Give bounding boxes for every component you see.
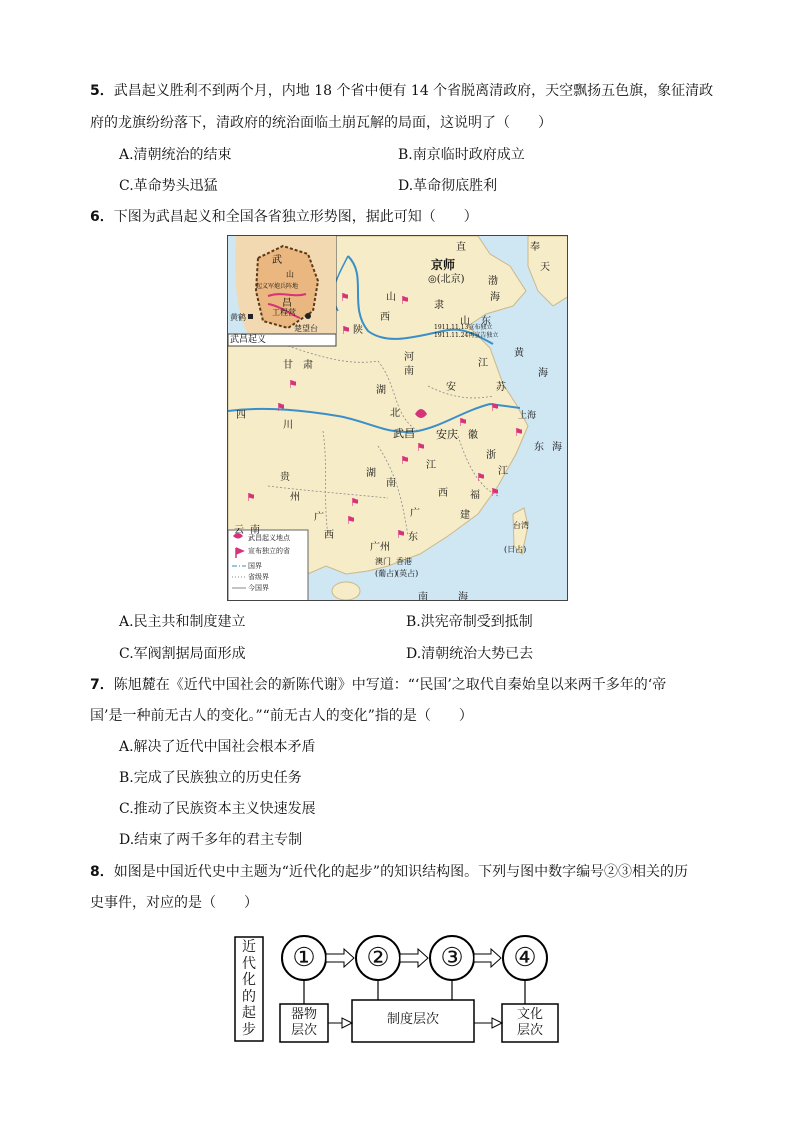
- city-wuchang: 武昌: [393, 427, 415, 440]
- prov-guangxi-guang: 广: [314, 512, 324, 523]
- prov-guangxi-xi: 西: [324, 530, 334, 541]
- inset-label-chang: 昌: [282, 298, 292, 309]
- prov-tian: 天: [540, 262, 550, 273]
- flag-icon: ⚑: [350, 496, 360, 509]
- q8-line1: 8．如图是中国近代史中主题为“近代化的起步”的知识结构图。下列与图中数字编号②③相关的历: [90, 864, 689, 880]
- flag-icon: ⚑: [246, 491, 256, 504]
- wuchang-uprising-map: [227, 235, 568, 601]
- q5-option-d[interactable]: D.革命彻底胜利: [398, 178, 498, 194]
- flag-icon: ⚑: [400, 294, 410, 307]
- q7-line1: 7．陈旭麓在《近代中国社会的新陈代谢》中写道：“‘民国’之取代自秦始皇以来两千多年的‘帝: [90, 677, 667, 693]
- flag-icon: ⚑: [400, 454, 410, 467]
- city-shanghai: 上海: [518, 411, 537, 421]
- prov-jian: 建: [460, 510, 470, 521]
- label-taiwan: 台湾: [513, 521, 529, 530]
- q7-number: 7．: [90, 677, 114, 693]
- inset-label-huanghe: 黄鹤: [230, 313, 246, 322]
- legend-independent-province: 宣布独立的省: [248, 547, 290, 555]
- flag-icon: ⚑: [341, 324, 351, 337]
- diagram-title: 近 代 化 的 起 步: [242, 939, 256, 1038]
- inset-label-engineering-camp: 工程营: [272, 308, 296, 317]
- q6-option-c[interactable]: C.军阀割据局面形成: [119, 646, 246, 662]
- q5-option-c[interactable]: C.革命势头迅猛: [119, 178, 218, 194]
- prov-yunnan-nan: 南: [250, 525, 260, 536]
- prov-fu: 福: [470, 490, 480, 501]
- q7-option-c[interactable]: C.推动了民族资本主义快速发展: [119, 801, 316, 817]
- q7-option-d[interactable]: D.结束了两千多年的君主专制: [119, 832, 303, 848]
- city-beijing: ◎(北京): [428, 274, 465, 285]
- prov-bei: 北: [390, 408, 400, 419]
- arrow-3-4: [474, 949, 501, 967]
- prov-hunan-nan: 南: [386, 478, 396, 489]
- legend-national-border: 国界: [248, 562, 262, 570]
- q7-line2: 国’是一种前无古人的变化。”“前无古人的变化”指的是（ ）: [90, 708, 473, 724]
- q8-number: 8．: [90, 864, 114, 880]
- flag-icon: ⚑: [396, 528, 406, 541]
- arrow-zhidu-wenhua: [474, 1018, 502, 1028]
- flag-icon: ⚑: [416, 441, 426, 454]
- inset-label-wu: 武: [272, 255, 282, 266]
- flag-icon: ⚑: [476, 471, 486, 484]
- prov-li: 隶: [434, 300, 444, 311]
- flag-icon: ⚑: [340, 291, 350, 304]
- sea-bo: 渤: [488, 276, 498, 287]
- prov-shandong-shan: 山: [460, 316, 470, 327]
- sea-huang-hai: 海: [538, 368, 548, 379]
- prov-shan: 山: [386, 292, 396, 303]
- prov-jiangsu-jiang: 江: [478, 358, 488, 369]
- sea-dong-hai: 海: [552, 442, 562, 453]
- city-macau: 澳门: [375, 557, 391, 566]
- prov-jiangxi-xi: 西: [438, 488, 448, 499]
- q6-number: 6．: [90, 209, 114, 225]
- prov-zhi: 直: [456, 242, 466, 253]
- q5-option-a[interactable]: A.清朝统治的结束: [119, 147, 232, 163]
- q5-line2: 府的龙旗纷纷落下，清政府的统治面临土崩瓦解的局面，这说明了（ ）: [90, 115, 552, 131]
- arrow-2-3: [400, 949, 428, 967]
- prov-he: 河: [404, 352, 414, 363]
- q6-option-b[interactable]: B.洪宪帝制受到抵制: [406, 614, 533, 630]
- prov-yun: 云: [234, 525, 244, 536]
- inset-label-chuwangtai: 楚望台: [294, 324, 318, 333]
- q6-line1: 6．下图为武昌起义和全国各省独立形势图，据此可知（ ）: [90, 209, 478, 225]
- prov-shaan: 陕: [353, 325, 363, 336]
- hainan-island: [332, 582, 360, 600]
- prov-chuan: 川: [283, 420, 293, 431]
- inset-label-shan: 山: [286, 270, 294, 279]
- prov-xi: 西: [380, 312, 390, 323]
- prov-jiangxi-jiang: 江: [426, 460, 436, 471]
- arrow-1-2: [326, 949, 354, 967]
- flag-icon: ⚑: [514, 426, 524, 439]
- q7-option-b[interactable]: B.完成了民族独立的历史任务: [119, 770, 302, 786]
- prov-zhou: 州: [290, 492, 300, 503]
- annotation-shandong-1: 1911.11.13宣布独立: [434, 324, 493, 331]
- prov-zhe: 浙: [486, 450, 496, 461]
- prov-jiangsu-su: 苏: [496, 382, 506, 393]
- prov-guangdong-dong: 东: [408, 532, 418, 543]
- sea-nan: 南: [418, 592, 428, 601]
- circle-2-label: ②: [366, 943, 390, 973]
- box-qiwu-label: 器物 层次: [290, 1007, 317, 1038]
- city-macau-occupied: (葡占): [375, 569, 398, 578]
- prov-zhejiang-jiang: 江: [498, 466, 508, 477]
- sea-dong: 东: [534, 442, 544, 453]
- prov-shandong-dong: 东: [481, 316, 491, 327]
- prov-guangdong-guang: 广: [410, 508, 420, 519]
- arrow-qiwu-zhidu: [328, 1018, 352, 1028]
- city-guangzhou: 广州: [370, 542, 390, 553]
- inset-caption: 武昌起义: [230, 335, 267, 345]
- prov-feng: 奉: [530, 242, 540, 253]
- prov-hu: 湖: [376, 385, 386, 396]
- city-anqing: 安庆: [436, 428, 458, 441]
- sea-huang: 黄: [514, 348, 524, 359]
- prov-hunan-hu: 湖: [366, 468, 376, 479]
- prov-nan: 南: [404, 366, 414, 377]
- flag-icon: ⚑: [490, 401, 500, 414]
- city-hongkong: 香港: [396, 557, 412, 566]
- prov-an: 安: [446, 382, 456, 393]
- circle-3-label: ③: [440, 943, 464, 973]
- sea-nan-hai: 海: [458, 592, 468, 601]
- prov-gui: 贵: [280, 472, 290, 483]
- q7-option-a[interactable]: A.解决了近代中国社会根本矛盾: [119, 739, 316, 755]
- city-jingshi: 京师: [431, 258, 456, 272]
- flag-icon: ⚑: [458, 416, 468, 429]
- q6-option-a[interactable]: A.民主共和制度建立: [119, 614, 246, 630]
- box-wenhua-label: 文化 层次: [516, 1007, 543, 1038]
- sea-bo-hai: 海: [490, 292, 500, 303]
- box-zhidu-label: 制度层次: [386, 1012, 439, 1027]
- legend-uprising-site: 武昌起义地点: [248, 534, 290, 542]
- flag-icon: ⚑: [276, 401, 286, 414]
- q6-option-d[interactable]: D.清朝统治大势已去: [406, 646, 534, 662]
- prov-su: 肃: [303, 360, 313, 371]
- legend-province-border: 省级界: [248, 573, 269, 581]
- legend-modern-border: 今国界: [248, 584, 269, 592]
- q5-line1: 5．武昌起义胜利不到两个月，内地 18 个省中便有 14 个省脱离清政府，天空飘扬五色旗，象征清政: [90, 83, 714, 99]
- annotation-shandong-2: 1911.11.24再宣告独立: [434, 332, 499, 339]
- modernization-structure-diagram: [234, 932, 564, 1044]
- q5-option-b[interactable]: B.南京临时政府成立: [398, 147, 525, 163]
- label-taiwan-occupied: (日占): [504, 545, 527, 554]
- inset-label-artillery: 起义军炮兵阵地: [256, 283, 299, 290]
- q8-line2: 史事件，对应的是（ ）: [90, 895, 258, 911]
- city-hongkong-occupied: (英占): [396, 569, 419, 578]
- prov-si: 四: [236, 410, 246, 421]
- prov-gan: 甘: [283, 360, 293, 371]
- flag-icon: ⚑: [490, 486, 500, 499]
- q5-number: 5．: [90, 83, 114, 99]
- flag-icon: ⚑: [288, 378, 298, 391]
- circle-1-label: ①: [292, 943, 316, 973]
- flag-icon: ⚑: [346, 514, 356, 527]
- circle-4-label: ④: [513, 943, 537, 973]
- prov-hui: 徽: [468, 430, 478, 441]
